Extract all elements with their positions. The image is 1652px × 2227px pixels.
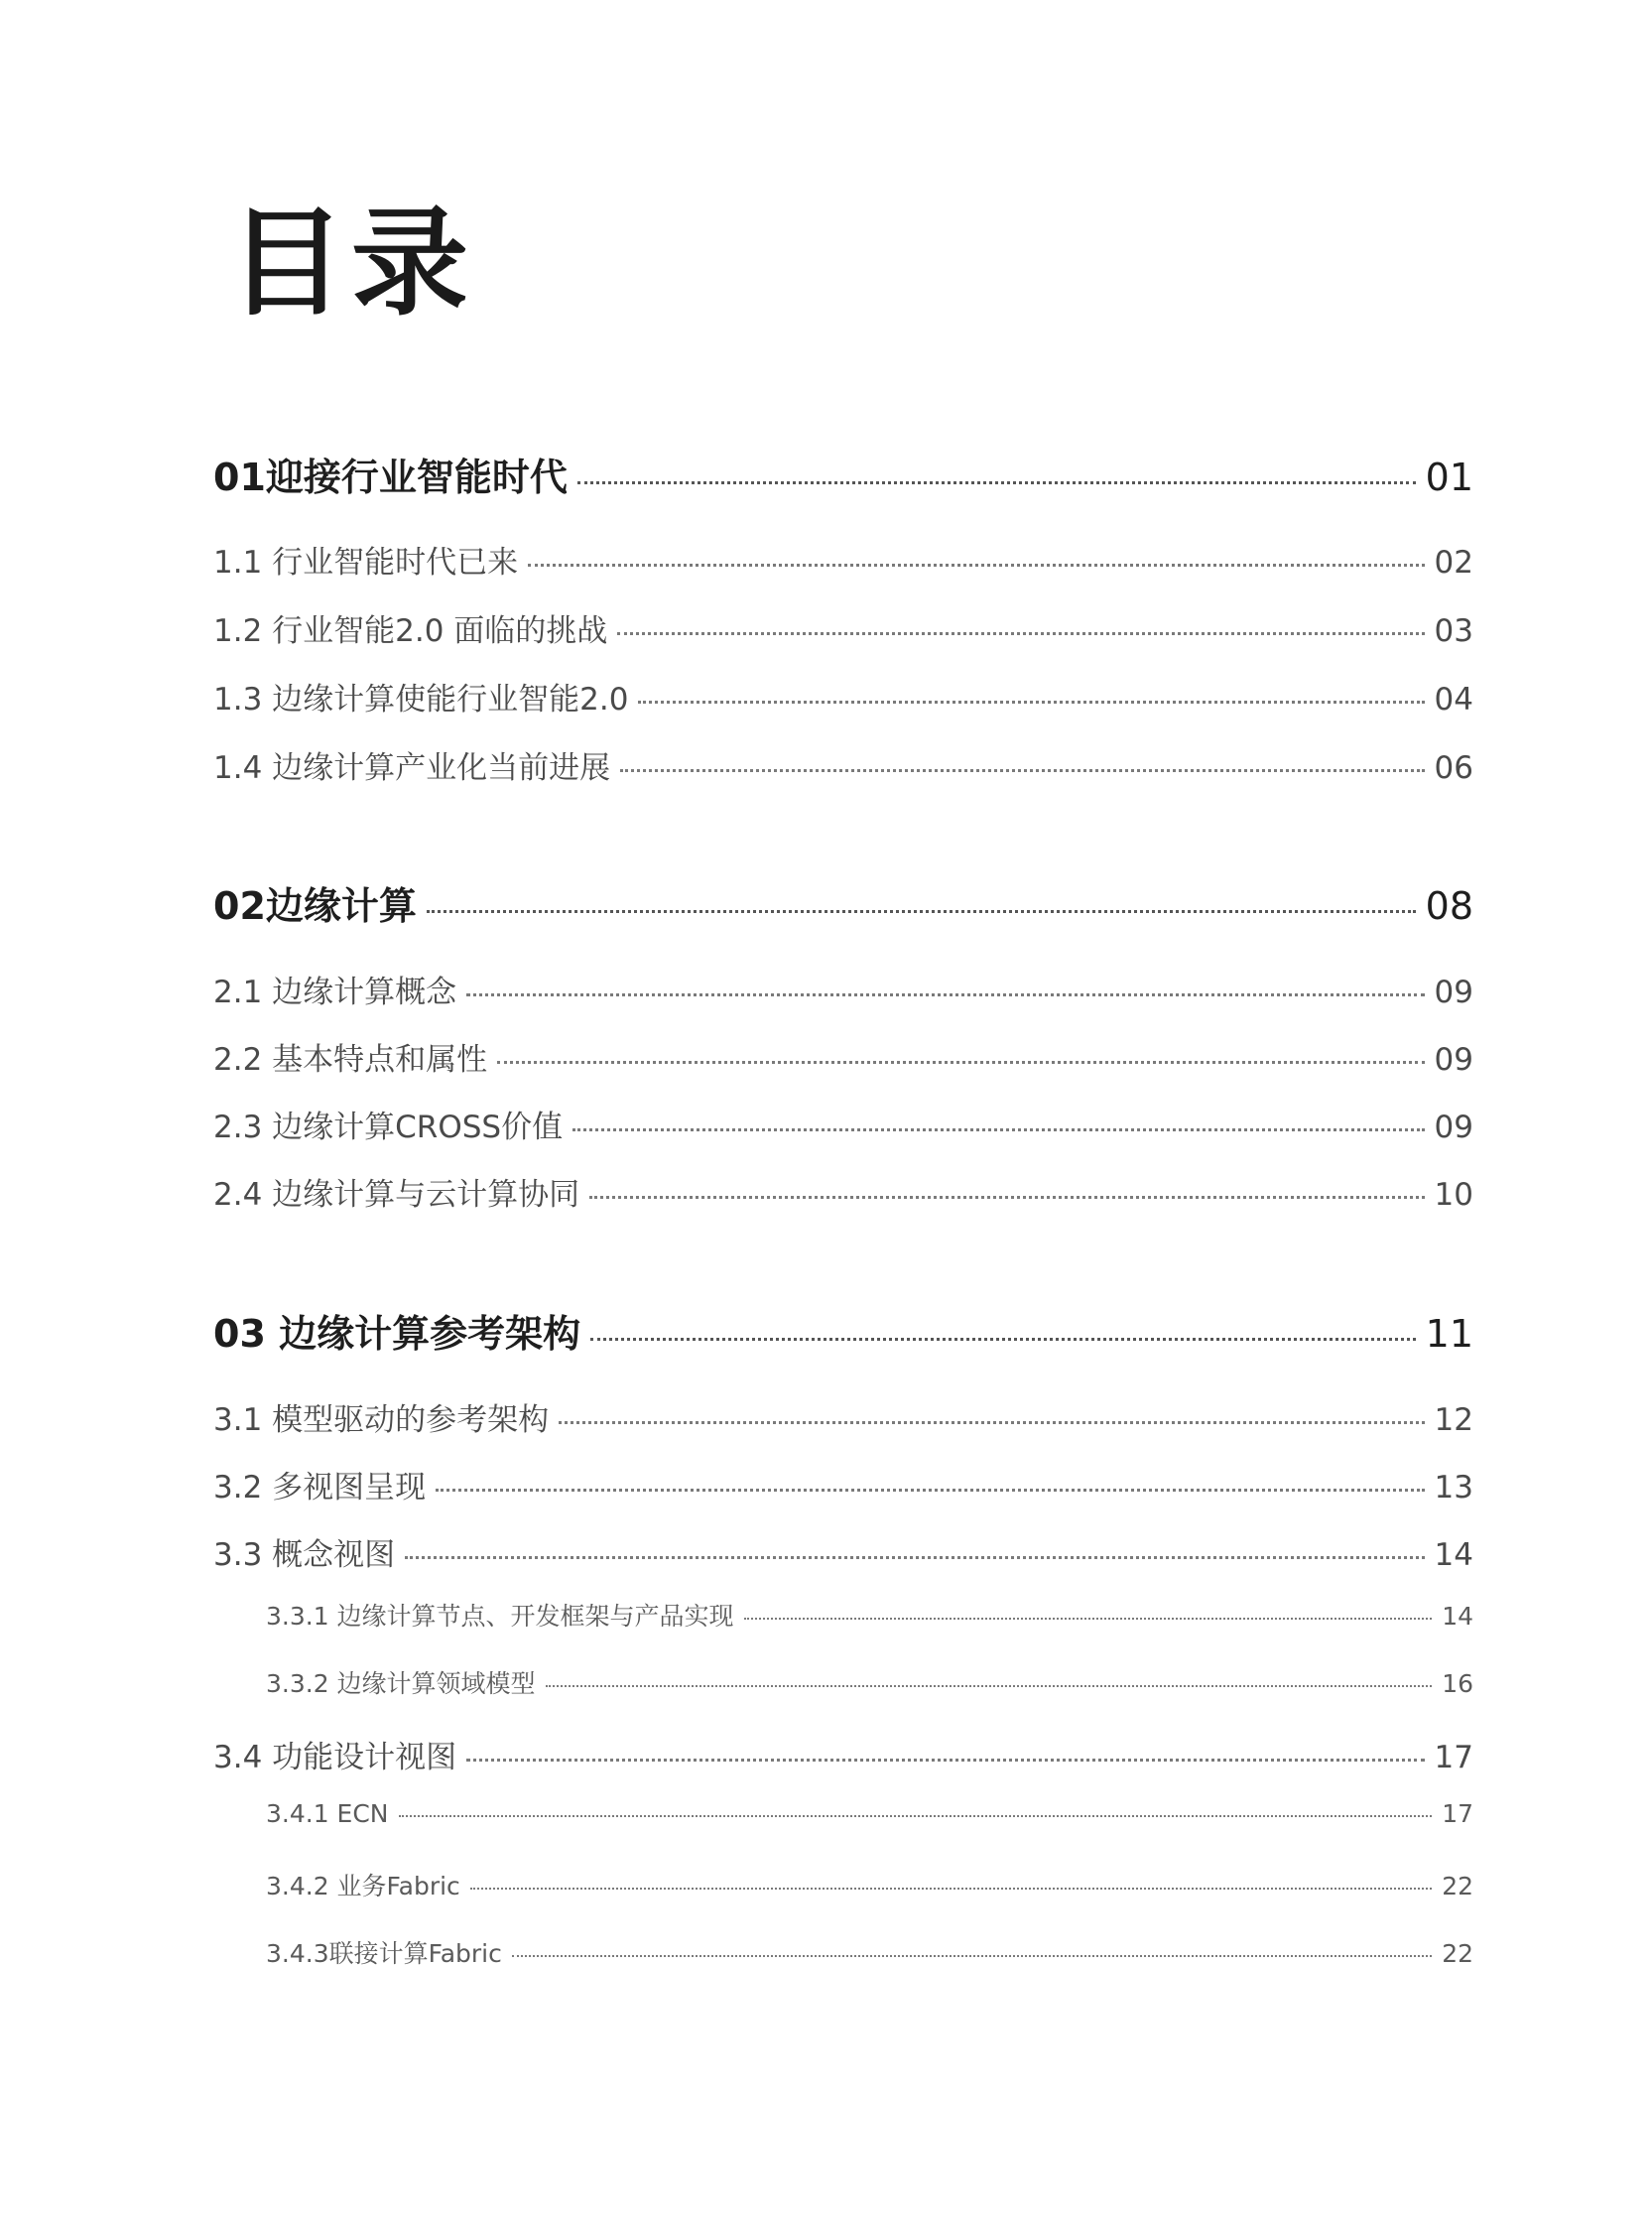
toc-page-number: 22	[1442, 1872, 1473, 1900]
dot-leader	[617, 632, 1424, 635]
toc-page-number: 10	[1434, 1177, 1473, 1213]
toc-page-number: 09	[1434, 1042, 1473, 1078]
toc-page-number: 09	[1434, 975, 1473, 1010]
dot-leader	[497, 1061, 1424, 1064]
toc-subsection-label: 3.3.1 边缘计算节点、开发框架与产品实现	[266, 1602, 734, 1631]
toc-page-number: 04	[1434, 682, 1473, 718]
toc-section-label: 3.1 模型驱动的参考架构	[213, 1402, 550, 1438]
toc-subsection-label: 3.3.2 边缘计算领域模型	[266, 1669, 536, 1698]
toc-section-2-1[interactable]	[213, 967, 1473, 1011]
toc-section-label: 1.1 行业智能时代已来	[213, 545, 519, 581]
toc-page-number: 09	[1434, 1110, 1473, 1145]
dot-leader	[589, 1196, 1424, 1199]
toc-page-number: 14	[1434, 1537, 1473, 1573]
dot-leader	[577, 481, 1416, 484]
toc-section-3-2[interactable]	[213, 1462, 1473, 1506]
toc-section-label: 2.3 边缘计算CROSS价值	[213, 1110, 564, 1145]
toc-section-label: 3.2 多视图呈现	[213, 1470, 427, 1506]
toc-chapter-label: 02边缘计算	[213, 884, 417, 928]
toc-subsection-3-4-3[interactable]	[266, 1934, 1473, 1970]
toc-section-label: 2.4 边缘计算与云计算协同	[213, 1177, 580, 1213]
toc-page-number: 16	[1442, 1669, 1473, 1698]
toc-section-1-1[interactable]	[213, 537, 1473, 582]
toc-chapter-03[interactable]	[213, 1303, 1473, 1358]
dot-leader	[572, 1128, 1424, 1131]
toc-page-number: 06	[1434, 750, 1473, 786]
toc-section-label: 3.4 功能设计视图	[213, 1740, 457, 1775]
toc-subsection-label: 3.4.3联接计算Fabric	[266, 1939, 502, 1968]
dot-leader	[512, 1955, 1432, 1957]
dot-leader	[399, 1815, 1433, 1817]
toc-section-label: 2.2 基本特点和属性	[213, 1042, 488, 1078]
toc-subsection-3-4-2[interactable]	[266, 1867, 1473, 1902]
toc-subsection-3-4-1[interactable]	[266, 1799, 1473, 1828]
toc-section-label: 2.1 边缘计算概念	[213, 975, 457, 1010]
toc-section-label: 1.3 边缘计算使能行业智能2.0	[213, 682, 629, 718]
toc-page-number: 17	[1434, 1740, 1473, 1775]
toc-section-3-1[interactable]	[213, 1394, 1473, 1439]
toc-section-1-4[interactable]	[213, 742, 1473, 787]
toc-section-1-2[interactable]	[213, 605, 1473, 650]
toc-chapter-label: 01迎接行业智能时代	[213, 456, 568, 499]
toc-chapter-label: 03 边缘计算参考架构	[213, 1312, 581, 1356]
toc-page-number: 08	[1425, 884, 1473, 928]
dot-leader	[638, 701, 1424, 704]
toc-subsection-label: 3.4.1 ECN	[266, 1799, 389, 1828]
toc-section-2-3[interactable]	[213, 1102, 1473, 1146]
dot-leader	[590, 1338, 1416, 1341]
toc-chapter-01[interactable]	[213, 447, 1473, 501]
toc-chapter-02[interactable]	[213, 875, 1473, 930]
toc-section-2-2[interactable]	[213, 1034, 1473, 1079]
toc-section-3-3[interactable]	[213, 1529, 1473, 1574]
toc-subsection-3-3-2[interactable]	[266, 1664, 1473, 1700]
toc-page-number: 22	[1442, 1939, 1473, 1968]
toc-section-label: 3.3 概念视图	[213, 1537, 396, 1573]
toc-section-1-3[interactable]	[213, 674, 1473, 719]
toc-page-number: 12	[1434, 1402, 1473, 1438]
toc-subsection-3-3-1[interactable]	[266, 1597, 1473, 1633]
dot-leader	[546, 1685, 1433, 1687]
toc-section-label: 1.4 边缘计算产业化当前进展	[213, 750, 611, 786]
dot-leader	[436, 1489, 1424, 1492]
toc-section-label: 1.2 行业智能2.0 面临的挑战	[213, 613, 608, 649]
toc-section-2-4[interactable]	[213, 1169, 1473, 1214]
dot-leader	[744, 1618, 1433, 1620]
dot-leader	[466, 1759, 1424, 1762]
toc-page-number: 03	[1434, 613, 1473, 649]
toc-page-number: 17	[1442, 1799, 1473, 1828]
dot-leader	[466, 993, 1424, 996]
toc-page-number: 11	[1425, 1312, 1473, 1356]
toc-page-number: 01	[1425, 456, 1473, 499]
toc-page-number: 02	[1434, 545, 1473, 581]
dot-leader	[559, 1421, 1424, 1424]
toc-page-number: 13	[1434, 1470, 1473, 1506]
dot-leader	[405, 1556, 1424, 1559]
dot-leader	[528, 564, 1424, 567]
dot-leader	[470, 1888, 1432, 1890]
dot-leader	[427, 910, 1416, 913]
toc-page-number: 14	[1442, 1602, 1473, 1631]
dot-leader	[620, 769, 1424, 772]
page-title: 目录	[228, 194, 475, 331]
toc-section-3-4[interactable]	[213, 1732, 1473, 1776]
toc-subsection-label: 3.4.2 业务Fabric	[266, 1872, 460, 1900]
